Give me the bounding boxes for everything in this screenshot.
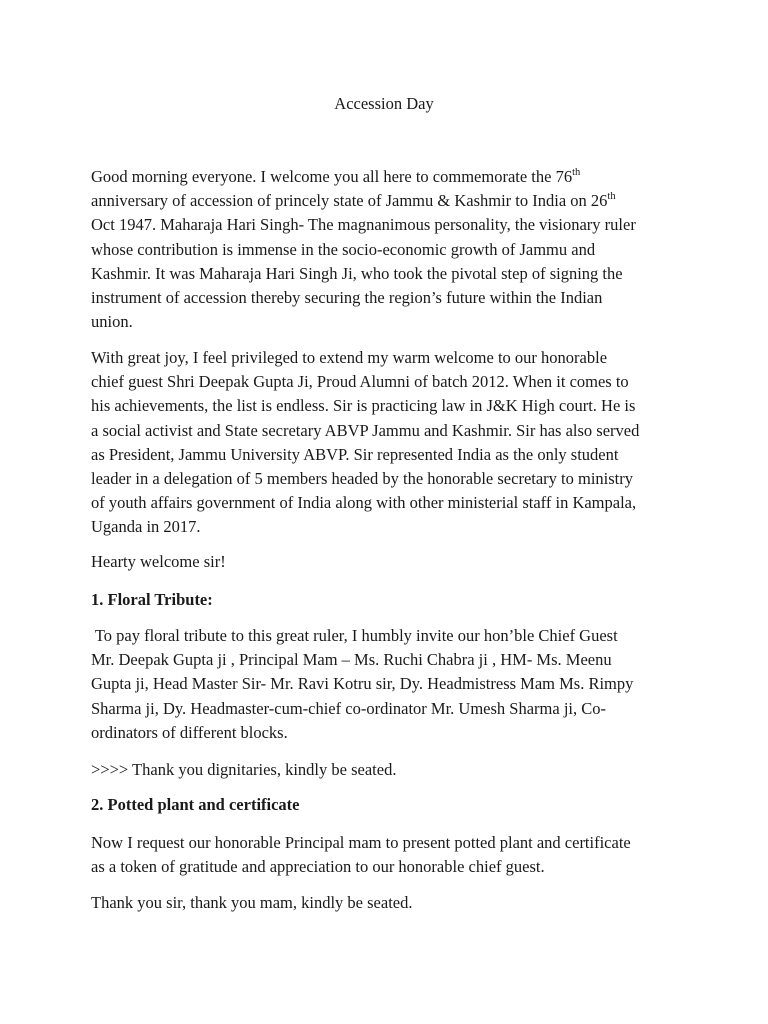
intro-line-6: instrument of accession thereby securing the region’s future within the Indian <box>91 288 603 308</box>
guest-line-3: his achievements, the list is endless. Sir is practicing law in J&K High court. He is <box>91 396 636 416</box>
intro-line-1-text: Good morning everyone. I welcome you all here to commemorate the 76 <box>91 167 573 186</box>
guest-line-2: chief guest Shri Deepak Gupta Ji, Proud Alumni of batch 2012. When it comes to <box>91 372 629 392</box>
floral-line-4: Sharma ji, Dy. Headmaster-cum-chief co-ordinator Mr. Umesh Sharma ji, Co- <box>91 698 606 718</box>
document-title: Accession Day <box>334 94 434 113</box>
welcome-line: Hearty welcome sir! <box>91 552 226 571</box>
guest-line-4: a social activist and State secretary ABVP Jammu and Kashmir. Sir has also served <box>91 420 640 440</box>
intro-line-2-superscript: th <box>607 190 616 202</box>
floral-paragraph <box>91 624 691 745</box>
heading-floral-tribute: 1. Floral Tribute: <box>91 590 213 609</box>
guest-line-5: as President, Jammu University ABVP. Sir represented India as the only student <box>91 444 619 464</box>
thanks-dignitaries-line: >>>> Thank you dignitaries, kindly be seated. <box>91 760 397 779</box>
guest-line-1: With great joy, I feel privileged to extend my warm welcome to our honorable <box>91 348 608 367</box>
intro-line-2-text: anniversary of accession of princely state of Jammu & Kashmir to India on 26 <box>91 191 608 211</box>
intro-line-1-superscript: th <box>572 166 581 178</box>
guest-line-7: of youth affairs government of India along with other ministerial staff in Kampala, <box>91 493 637 513</box>
floral-line-5: ordinators of different blocks. <box>91 722 288 742</box>
intro-paragraph <box>91 165 691 334</box>
potted-paragraph <box>91 831 691 879</box>
intro-line-2 <box>91 189 691 213</box>
floral-line-3: Gupta ji, Head Master Sir- Mr. Ravi Kotru sir, Dy. Headmistress Mam Ms. Rimpy <box>91 674 634 694</box>
floral-line-1: To pay floral tribute to this great ruler, I humbly invite our hon’ble Chief Guest <box>91 626 618 645</box>
heading-potted-plant: 2. Potted plant and certificate <box>91 795 300 814</box>
intro-line-1 <box>91 165 691 189</box>
intro-line-4: whose contribution is immense in the socio-economic growth of Jammu and <box>91 239 596 259</box>
floral-line-2: Mr. Deepak Gupta ji , Principal Mam – Ms. Ruchi Chabra ji , HM- Ms. Meenu <box>91 650 612 670</box>
potted-line-1: Now I request our honorable Principal mam to present potted plant and certificate <box>91 833 631 852</box>
guest-paragraph <box>91 346 691 540</box>
intro-line-5: Kashmir. It was Maharaja Hari Singh Ji, who took the pivotal step of signing the <box>91 263 623 283</box>
intro-line-7: union. <box>91 312 133 332</box>
guest-line-8: Uganda in 2017. <box>91 517 201 537</box>
guest-line-6: leader in a delegation of 5 members headed by the honorable secretary to ministry <box>91 469 634 489</box>
potted-line-2: as a token of gratitude and appreciation to our honorable chief guest. <box>91 857 545 877</box>
thanks-closing-line: Thank you sir, thank you mam, kindly be seated. <box>91 893 413 912</box>
intro-line-3: Oct 1947. Maharaja Hari Singh- The magnanimous personality, the visionary ruler <box>91 215 636 235</box>
